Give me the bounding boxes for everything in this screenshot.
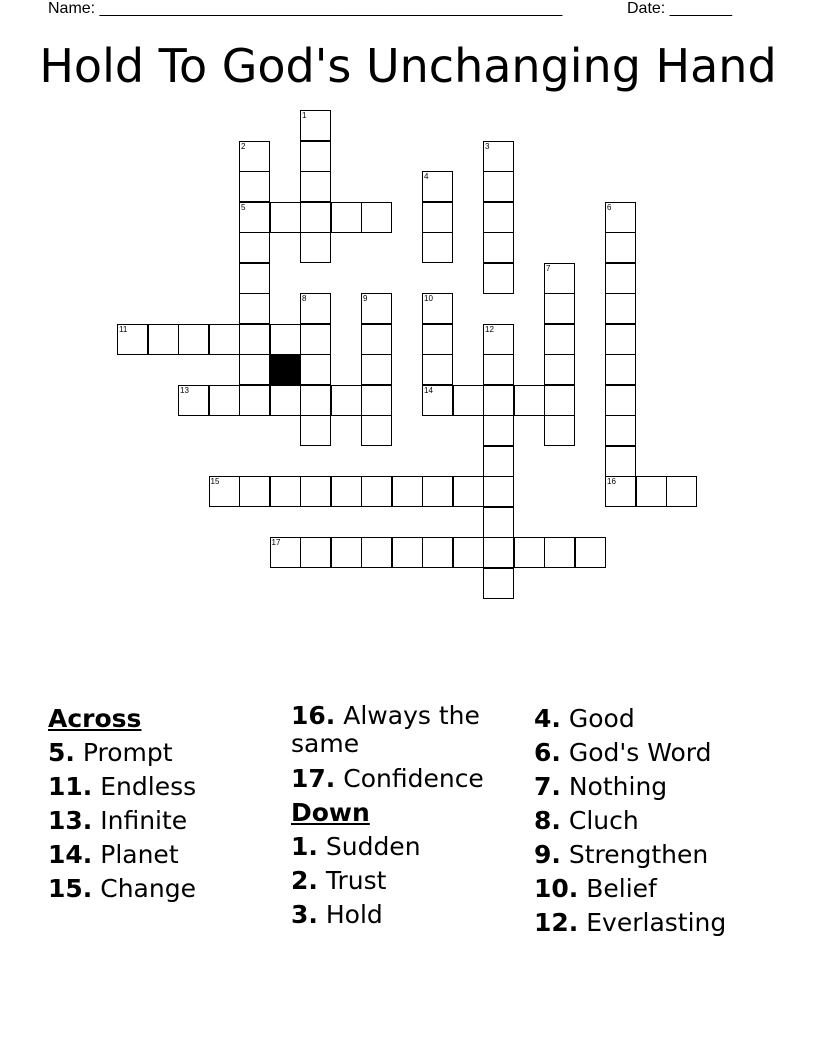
grid-cell[interactable] [270,385,301,416]
grid-cell[interactable] [605,476,636,507]
clue-item [291,702,527,758]
grid-cell[interactable] [483,232,514,263]
grid-cell[interactable] [209,385,240,416]
clue-item-text: Sudden [325,832,421,861]
clue-number: 15 [210,477,220,486]
clue-number: 9 [363,294,368,303]
clue-number: 3 [485,141,490,151]
grid-cell[interactable] [483,202,514,233]
clue-item-number: 12. [534,908,579,937]
grid-cell[interactable] [392,537,423,568]
clue-item-number: 1. [291,832,318,861]
clue-item-text: Change [100,874,196,903]
grid-cell[interactable] [453,537,484,568]
clue-item-text: God's Word [568,738,712,767]
grid-cell[interactable] [117,324,148,355]
clue-item [48,770,284,804]
grid-cell[interactable] [300,293,331,324]
clue-item [48,804,284,838]
grid-cell[interactable] [605,232,636,263]
grid-cell[interactable] [483,446,514,477]
grid-cell[interactable] [331,476,362,507]
grid-cell[interactable] [544,324,575,355]
grid-cell[interactable] [422,202,453,233]
page-title: Hold To God's Unchanging Hand [39,39,777,93]
clue-item-number: 9. [534,840,561,869]
grid-cell[interactable] [239,385,270,416]
grid-cell[interactable] [239,324,270,355]
grid-cell[interactable] [605,263,636,294]
clue-number: 4 [424,172,429,181]
grid-cell[interactable] [270,476,301,507]
grid-cell[interactable] [483,568,514,599]
grid-cell[interactable] [361,537,392,568]
clue-item [534,872,770,906]
clue-item-number: 2. [291,866,318,895]
clue-number: 2 [241,141,246,151]
clue-number: 11 [119,324,128,334]
clue-item [534,838,770,872]
grid-cell[interactable] [361,202,392,233]
clue-column-1 [48,702,284,906]
clue-item [291,898,527,932]
clue-item [534,702,770,736]
grid-cell[interactable] [544,537,575,568]
clue-item-number: 13. [48,806,93,835]
grid-cell[interactable] [483,507,514,538]
clue-number: 6 [607,202,612,212]
grid-cell[interactable] [300,232,331,263]
clue-item [291,864,527,898]
grid-cell[interactable] [239,263,270,294]
grid-cell[interactable] [300,537,331,568]
clue-number: 8 [302,294,307,303]
clue-item-number: 16. [291,701,336,730]
grid-cell[interactable] [483,537,514,568]
clue-item-text: Infinite [100,806,188,835]
down-heading: Down [291,798,370,827]
grid-cell[interactable] [483,354,514,385]
grid-cell[interactable] [422,171,453,202]
grid-cell[interactable] [331,202,362,233]
clue-item [291,762,527,796]
grid-cell[interactable] [544,354,575,385]
clue-column-2 [291,702,527,932]
grid-cell[interactable] [361,293,392,324]
grid-cell[interactable] [300,415,331,446]
clue-item-text: Nothing [568,772,668,801]
clue-item-number: 3. [291,900,318,929]
grid-cell[interactable] [239,141,270,172]
clue-number: 5 [241,202,246,212]
grid-cell[interactable] [300,385,331,416]
grid-cell[interactable] [239,293,270,324]
clue-number: 13 [180,385,189,395]
grid-cell[interactable] [422,293,453,324]
grid-cell[interactable] [422,476,453,507]
grid-cell[interactable] [392,476,423,507]
clue-number: 12 [485,324,494,334]
clue-item-text: Cluch [568,806,639,835]
grid-cell[interactable] [483,324,514,355]
grid-cell[interactable] [300,110,331,141]
grid-cell[interactable] [239,171,270,202]
date-label: Date: _______ [627,0,732,17]
grid-cell[interactable] [544,415,575,446]
clue-item-text: Good [568,704,635,733]
grid-cell[interactable] [483,263,514,294]
clue-item-number: 14. [48,840,93,869]
clue-item-number: 10. [534,874,579,903]
grid-cell[interactable] [636,476,667,507]
clue-item-number: 5. [48,738,75,767]
clue-number: 14 [424,385,433,395]
clue-item-text: Endless [100,772,197,801]
grid-cell[interactable] [422,324,453,355]
grid-cell[interactable] [148,324,179,355]
clue-item [534,906,770,940]
grid-cell[interactable] [483,385,514,416]
grid-cell[interactable] [605,385,636,416]
grid-cell[interactable] [178,385,209,416]
clue-column-3 [534,702,770,940]
clue-item-number: 15. [48,874,93,903]
clue-number: 17 [271,538,281,547]
grid-cell[interactable] [270,202,301,233]
clue-number: 16 [607,477,616,486]
clue-item-text: Always the same [291,701,480,758]
clue-item-number: 11. [48,772,93,801]
grid-cell[interactable] [483,415,514,446]
grid-cell[interactable] [300,202,331,233]
clue-item-text: Strengthen [568,840,709,869]
grid-cell[interactable] [514,385,545,416]
grid-cell[interactable] [300,354,331,385]
clue-item [48,872,284,906]
grid-cell[interactable] [544,385,575,416]
grid-cell[interactable] [239,232,270,263]
clue-item-text: Belief [586,874,657,903]
clue-item-number: 6. [534,738,561,767]
grid-cell[interactable] [178,324,209,355]
clue-item-text: Prompt [82,738,173,767]
grid-cell[interactable] [422,354,453,385]
clue-item-number: 7. [534,772,561,801]
grid-cell[interactable] [300,324,331,355]
clue-item-text: Everlasting [586,908,727,937]
grid-cell[interactable] [605,293,636,324]
grid-cell[interactable] [422,232,453,263]
grid-cell[interactable] [605,202,636,233]
grid-cell[interactable] [453,476,484,507]
clue-item [534,804,770,838]
grid-cell[interactable] [483,171,514,202]
grid-cell[interactable] [300,141,331,172]
grid-cell[interactable] [605,354,636,385]
grid-cell[interactable] [575,537,606,568]
grid-cell[interactable] [453,385,484,416]
grid-cell[interactable] [422,385,453,416]
grid-cell[interactable] [605,324,636,355]
grid-cell[interactable] [361,476,392,507]
grid-cell[interactable] [422,537,453,568]
grid-cell[interactable] [361,415,392,446]
grid-cell[interactable] [544,293,575,324]
grid-cell[interactable] [361,354,392,385]
clue-item-text: Trust [325,866,387,895]
grid-cell[interactable] [270,324,301,355]
grid-cell[interactable] [239,476,270,507]
clue-number: 1 [302,111,307,120]
grid-cell[interactable] [361,324,392,355]
grid-cell[interactable] [300,171,331,202]
across-heading: Across [48,704,142,733]
grid-cell[interactable] [483,141,514,172]
clue-item [534,770,770,804]
clue-item-number: 8. [534,806,561,835]
clue-number: 7 [546,263,551,273]
clue-item [48,736,284,770]
grid-cell[interactable] [544,263,575,294]
clue-item-text: Hold [325,900,383,929]
clue-number: 10 [424,294,433,303]
grid-cell[interactable] [300,476,331,507]
clue-item [291,830,527,864]
name-label: Name: ____________________________________________________ [48,0,563,17]
grid-cell[interactable] [361,385,392,416]
grid-cell[interactable] [605,446,636,477]
grid-cell[interactable] [270,537,301,568]
grid-cell[interactable] [605,415,636,446]
grid-cell[interactable] [331,385,362,416]
clue-item-text: Planet [100,840,179,869]
grid-cell[interactable] [239,354,270,385]
grid-cell[interactable] [209,476,240,507]
grid-cell[interactable] [666,476,697,507]
clue-item [534,736,770,770]
grid-cell[interactable] [331,537,362,568]
clue-item-number: 4. [534,704,561,733]
clue-item-number: 17. [291,764,336,793]
grid-cell[interactable] [209,324,240,355]
grid-cell[interactable] [239,202,270,233]
clue-item [48,838,284,872]
grid-cell[interactable] [514,537,545,568]
grid-cell[interactable] [483,476,514,507]
black-cell [270,354,301,385]
clue-item-text: Confidence [343,764,484,793]
